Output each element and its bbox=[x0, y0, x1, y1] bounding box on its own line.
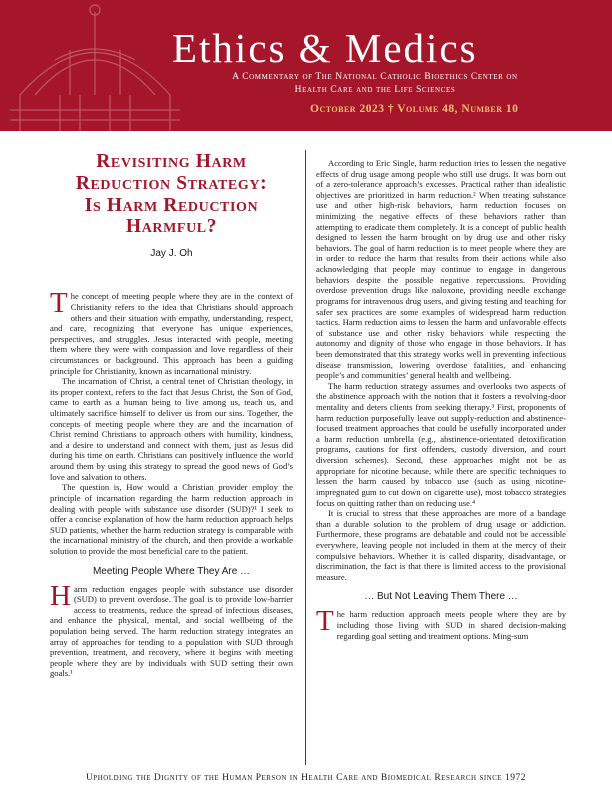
publication-title: Ethics & Medics bbox=[172, 25, 478, 71]
paragraph: The incarnation of Christ, a central tenet of Christian theology, in its proper context, refers to the fact that Jesus Christ, the Son of God, came to earth as a human being to live among us, teach us, and ultimately sacrifice himself to deliver us from our sins. Together, the concepts of meeting people where they are and the incarnation of Christ remind Christians to approach others with humility, kindness, and a desire to understand and connect with them, just as Jesus did during his time on earth. Christians can positively influence the world around them by using this strategy to spread the good news of God’s love and salvation to others. bbox=[50, 376, 293, 482]
paragraph bbox=[50, 579, 293, 679]
paragraph-text: he harm reduction approach meets people where they are by including those living with SUD in shared decision-making regarding goal setting and treatment options. Ming-sum bbox=[336, 609, 566, 641]
column-divider bbox=[305, 150, 306, 765]
section-heading: Meeting People Where They Are … bbox=[92, 565, 251, 577]
paragraph: It is crucial to stress that these approaches are more of a bandage than a durable solution to the problem of drug usage or addiction. Furthermore, these programs are debatable and could not be accessible everywhere, leaving people not included in them at the mercy of their compulsive behaviors. Whether it is called disparity, disadvantage, or discrimination, the fact is that there is limited access to the provisional measure. bbox=[316, 508, 566, 582]
section-heading: … But Not Leaving Them There … bbox=[364, 591, 518, 603]
title-line-4: Harmful? bbox=[125, 216, 218, 238]
paragraph: According to Eric Single, harm reduction tries to lessen the negative effects of drug usage among people who still use drugs. It was born out of a zero-tolerance approach’s excesses. Practical rather than idealistic objectives are prioritized in harm reduction.² When treating substance use and other high-risk behaviors, harm reduction focuses on minimizing the negative effects of these behaviors rather than attempting to eradicate them completely. It is a concept of public health designed to lessen the harm brought on by drug use and other risky behaviors. The goal of harm reduction is to meet people where they are in order to reduce the harm that results from their actions while also acknowledging that people may continue to engage in dangerous behaviors despite the possible negative repercussions. Providing overdose prevention drugs like naloxone, providing needle exchange programs for intravenous drug users, and giving testing and teaching for safer sex practices are some examples of widespread harm reduction tactics. Harm reduction aims to lessen the harm and unfavorable effects of substance use and other risky behaviors while respecting the autonomy and dignity of those who engage in those behaviors. It has been demonstrated that this strategy works well in preventing infectious disease transmission, lowering overdose fatalities, and enhancing people’s and communities’ general health and wellbeing. bbox=[316, 158, 566, 381]
subtitle-line-2: Health Care and the Life Sciences bbox=[294, 84, 456, 95]
page-footer: Upholding the Dignity of the Human Person in Health Care and Biomedical Research since 1972 bbox=[85, 773, 527, 783]
left-column bbox=[50, 147, 293, 679]
paragraph-intro bbox=[50, 287, 293, 376]
paragraph-text: arm reduction engages people with substance use disorder (SUD) to prevent overdose. The goal is to provide low-barrier access to treatments, reduce the spread of infectious diseases, and enhance the physical, mental, and social wellbeing of the population being served. The harm reduction strategy integrates an array of approaches for tending to a population with SUD through prevention, treatment, and recovery, where it begins with meeting people where they are by individuals with SUD setting their own goals.¹ bbox=[50, 583, 293, 679]
subtitle-line-1: A Commentary of The National Catholic Bioethics Center on bbox=[232, 72, 518, 82]
publication-subtitle bbox=[190, 71, 560, 97]
drop-cap: H bbox=[50, 579, 71, 612]
right-column bbox=[316, 158, 566, 641]
title-line-2: Reduction Strategy: bbox=[75, 172, 268, 194]
paragraph-text: he concept of meeting people where they are in the context of Christianity refers to the idea that Christians should approach others and their situation with empathy, understanding, respect, and care, recognizing that everyone has unique experiences, perspectives, and struggles. Jesus interacted with people, meeting them where they were with compassion and love regardless of their circumstances or background. This approach has been a guiding principle for Christianity, known as incarnational ministry. bbox=[50, 291, 293, 376]
drop-cap: T bbox=[316, 605, 334, 638]
dome-illustration-icon bbox=[0, 0, 190, 131]
article-title bbox=[50, 151, 293, 238]
paragraph: The question is, How would a Christian provider employ the principle of incarnation regarding the harm reduction approach in dealing with people with substance use disorder (SUD)?¹ I seek to offer a concise explanation of how the harm reduction approach helps SUD patients, whether the harm reduction strategy is comparable with the incarnational ministry of the church, and then provide a workable solution to provide the most beneficial care to the patient. bbox=[50, 482, 293, 556]
title-line-1: Revisiting Harm bbox=[96, 151, 247, 172]
paragraph bbox=[316, 605, 566, 641]
drop-cap: T bbox=[50, 287, 68, 320]
paragraph: The harm reduction strategy assumes and overlooks two aspects of the abstinence approach with the notion that it fosters a revolving-door mentality and deters clients from seeking therapy.³ First, proponents of harm reduction purposefully leave out supply-reduction and abstinence-focused treatment approaches that could be usefully incorporated under a harm reduction umbrella (e.g., abstinence-orientated detoxification programs, cautions for first offenders, custody diversion, and court diversion schemes). Second, these approaches might not be as appropriate for nicotine because, while there are specific techniques to lessen the harm caused by tobacco use (such as using nicotine-impregnated gum to cut down on cigarette use), most tobacco strategies focus on quitting rather than on reducing use.⁴ bbox=[316, 380, 566, 508]
title-line-3: Is Harm Reduction bbox=[84, 194, 259, 216]
masthead-banner bbox=[0, 0, 612, 131]
issue-info: October 2023 † Volume 48, Number 10 bbox=[310, 103, 519, 115]
article-author: Jay J. Oh bbox=[150, 248, 193, 260]
